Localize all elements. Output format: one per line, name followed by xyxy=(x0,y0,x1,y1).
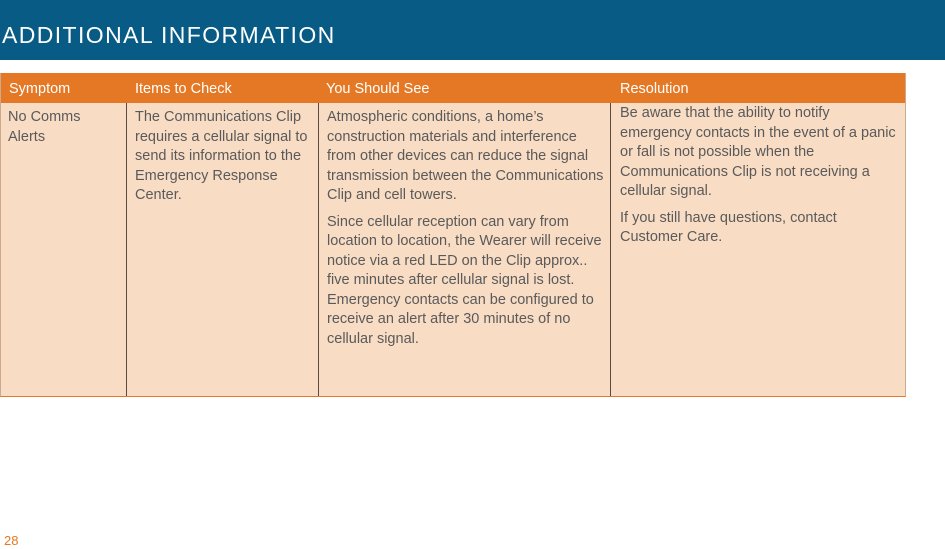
column-divider xyxy=(318,103,319,396)
table-header-row xyxy=(1,73,905,103)
column-header-items-to-check: Items to Check xyxy=(135,81,232,97)
column-divider xyxy=(610,103,611,396)
column-header-resolution: Resolution xyxy=(620,81,689,97)
column-divider xyxy=(126,103,127,396)
section-title: ADDITIONAL INFORMATION xyxy=(2,22,336,48)
resolution-paragraph: Be aware that the ability to notify emergency contacts in the event of a panic or fall is not possible when the Communications Clip is not receiving a cellular signal. xyxy=(620,105,896,199)
column-header-you-should-see: You Should See xyxy=(326,81,430,97)
section-header-band xyxy=(0,0,945,60)
you-should-see-paragraph: Atmospheric conditions, a home’s construction materials and interference from other devices can reduce the signal transmission between the Communications Clip and cell towers. xyxy=(327,109,604,203)
troubleshooting-table xyxy=(0,73,906,397)
cell-resolution xyxy=(620,104,896,255)
cell-symptom: No Comms Alerts xyxy=(8,109,81,145)
column-header-symptom: Symptom xyxy=(9,81,71,97)
you-should-see-paragraph: Since cellular reception can vary from location to location, the Wearer will receive notice via a red LED on the Clip approx.. five minutes after cellular signal is lost. Emergency contacts can be configured to receive an alert after 30 minutes of no cellular signal. xyxy=(327,213,602,347)
page-number: 28 xyxy=(4,533,19,548)
cell-items-to-check: The Communications Clip requires a cellular signal to send its information to the Emergency Response Center. xyxy=(135,109,308,203)
cell-you-should-see xyxy=(327,108,605,356)
resolution-paragraph: If you still have questions, contact Customer Care. xyxy=(620,209,837,245)
